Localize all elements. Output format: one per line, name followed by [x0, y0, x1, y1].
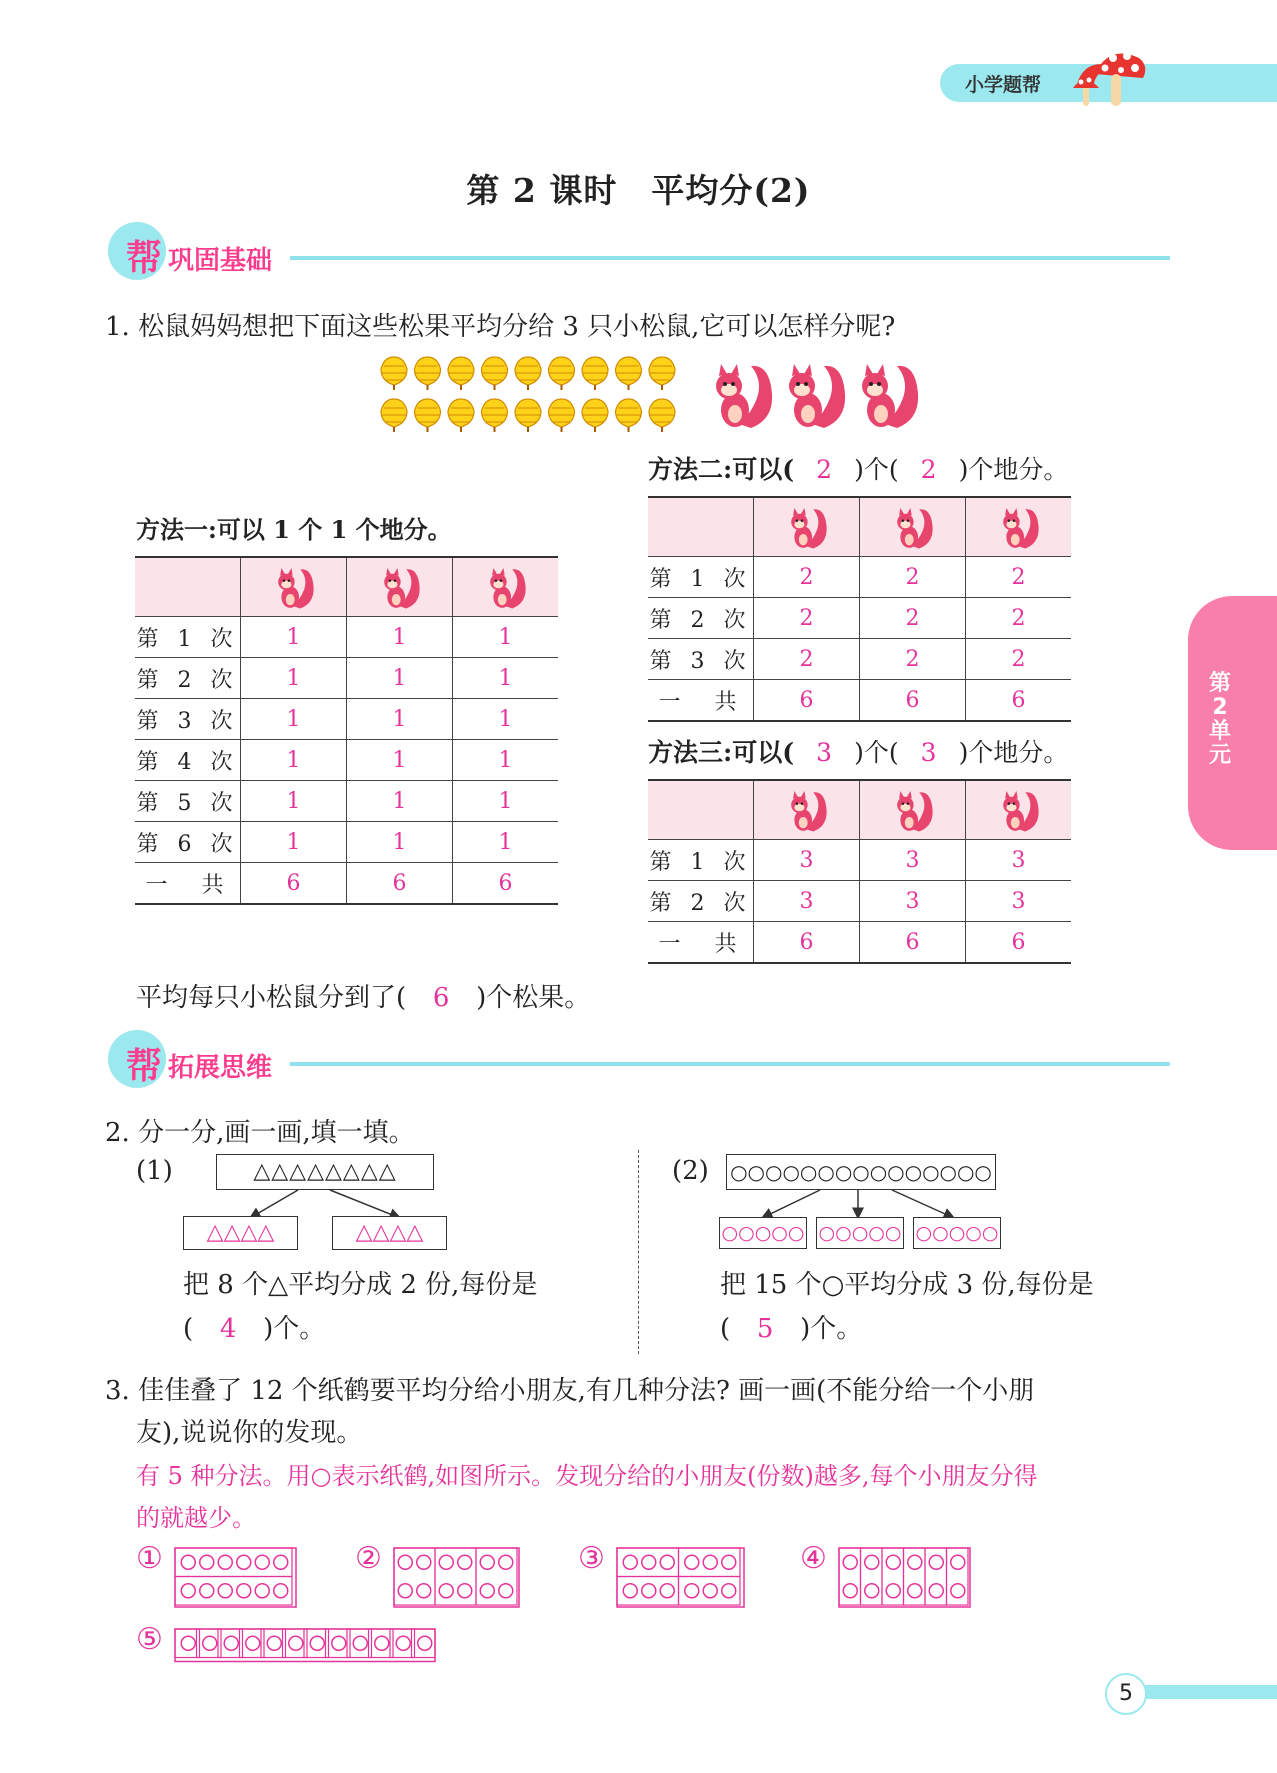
pinecone-icon [549, 399, 575, 432]
crane-circle [200, 1584, 214, 1598]
crane-circle [480, 1584, 494, 1598]
crane-circle [929, 1584, 943, 1598]
method-2-title: 方法二:可以( 2 )个( 2 )个地分。 [648, 455, 1069, 484]
crane-circle [480, 1555, 494, 1569]
crane-circle [703, 1555, 717, 1569]
row-label: 第 4 次 [135, 740, 241, 781]
crane-circle [218, 1555, 232, 1569]
crane-circle [375, 1636, 389, 1650]
q2-divider [638, 1150, 639, 1354]
table-cell: 1 [453, 822, 559, 863]
table-row [135, 740, 558, 781]
table-cell: 6 [860, 680, 966, 722]
crane-circle [274, 1555, 288, 1569]
header-squirrel-cell [966, 780, 1072, 840]
crane-circle [685, 1584, 699, 1598]
table-row [648, 598, 1071, 639]
group-box [617, 1577, 679, 1606]
crane-circle [499, 1555, 513, 1569]
pinecone-icon [616, 399, 642, 432]
squirrel-icon [889, 786, 937, 834]
crane-circle [398, 1584, 412, 1598]
header-squirrel-cell [754, 780, 860, 840]
q2-circle-group-1: ○○○○○ [719, 1217, 807, 1249]
section-divider [290, 256, 1170, 260]
group-box [925, 1548, 947, 1605]
table-cell: 1 [347, 822, 453, 863]
table-cell: 2 [966, 639, 1072, 680]
table-row [135, 781, 558, 822]
crane-circle [353, 1636, 367, 1650]
pinecone-group [378, 352, 688, 436]
squirrel-icon [376, 563, 424, 611]
table-cell: 1 [347, 617, 453, 658]
crane-circle [246, 1636, 260, 1650]
row-label: 第 1 次 [648, 557, 754, 598]
crane-circle [332, 1636, 346, 1650]
crane-circle [865, 1555, 879, 1569]
crane-circle [181, 1555, 195, 1569]
table-cell: 2 [860, 557, 966, 598]
table-cell: 6 [754, 922, 860, 964]
unit-tab-label: 第2单元 [1208, 671, 1231, 768]
crane-circle [660, 1555, 674, 1569]
table-cell: 3 [860, 881, 966, 922]
table-header-row [648, 780, 1071, 840]
page-number: 5 [1105, 1673, 1147, 1715]
question-2-text: 2. 分一分,画一画,填一填。 [105, 1118, 415, 1148]
brand-name: 小学题帮 [965, 74, 1042, 96]
section-title-extend: 拓展思维 [168, 1053, 273, 1083]
table-cell: 1 [241, 740, 347, 781]
pinecone-icon [515, 357, 541, 390]
squirrel-icon [783, 786, 831, 834]
row-label: 第 1 次 [135, 617, 241, 658]
page-bar [1130, 1685, 1277, 1699]
question-3-text-1: 3. 佳佳叠了 12 个纸鹤要平均分给小朋友,有几种分法? 画一画(不能分给一个小朋 [105, 1376, 1035, 1406]
table-cell: 1 [241, 658, 347, 699]
question-3-text-2: 友),说说你的发现。 [136, 1418, 363, 1448]
crane-circle [642, 1555, 656, 1569]
crane-circle [843, 1584, 857, 1598]
q2-part1-answer-line: ( 4 )个。 [183, 1314, 326, 1344]
q2-part2-answer-line: ( 5 )个。 [720, 1314, 863, 1344]
figure-number: ⑤ [136, 1622, 163, 1657]
q3-answer-2: 的就越少。 [136, 1504, 256, 1532]
header-blank-cell [648, 497, 754, 557]
pinecone-icon [649, 399, 675, 432]
crane-circle [218, 1584, 232, 1598]
table-row [648, 639, 1071, 680]
table-cell: 1 [241, 617, 347, 658]
crane-circle [722, 1555, 736, 1569]
question-1-text: 1. 松鼠妈妈想把下面这些松果平均分给 3 只小松鼠,它可以怎样分呢? [105, 312, 896, 342]
squirrel-icon [270, 563, 318, 611]
method-1-title: 方法一:可以 1 个 1 个地分。 [136, 515, 452, 544]
table-cell: 3 [966, 881, 1072, 922]
crane-circle [499, 1584, 513, 1598]
crane-circle [224, 1636, 238, 1650]
table-row [135, 822, 558, 863]
crane-circle [181, 1636, 195, 1650]
crane-circle [951, 1584, 965, 1598]
q2-circles-all: ○○○○○○○○○○○○○○○ [726, 1154, 996, 1190]
table-row [648, 680, 1071, 722]
group-box [882, 1548, 904, 1605]
row-label: 第 2 次 [135, 658, 241, 699]
table-header-row [648, 497, 1071, 557]
group-box [904, 1548, 926, 1605]
lesson-title: 第 2 课时 平均分(2) [466, 171, 811, 210]
crane-circle [396, 1636, 410, 1650]
crane-circle [417, 1584, 431, 1598]
paper-crane-grid [393, 1547, 520, 1608]
table-row [135, 658, 558, 699]
table-cell: 6 [860, 922, 966, 964]
q2-circle-group-3: ○○○○○ [913, 1217, 1001, 1249]
figure-number: ② [355, 1541, 382, 1576]
method-3-title: 方法三:可以( 3 )个( 3 )个地分。 [648, 738, 1069, 767]
pinecone-icon [582, 357, 608, 390]
header-squirrel-cell [860, 780, 966, 840]
squirrel-icon [995, 503, 1043, 551]
crane-circle [255, 1555, 269, 1569]
table-row [135, 617, 558, 658]
pinecone-icon [415, 399, 441, 432]
pinecone-icon [649, 357, 675, 390]
pinecone-icon [381, 357, 407, 390]
table-row [648, 922, 1071, 964]
pinecone-icon [515, 399, 541, 432]
table-cell: 1 [453, 617, 559, 658]
row-label: 第 5 次 [135, 781, 241, 822]
row-label: 第 6 次 [135, 822, 241, 863]
table-cell: 1 [241, 699, 347, 740]
table-cell: 1 [453, 781, 559, 822]
header-squirrel-cell [860, 497, 966, 557]
section-divider [290, 1062, 1170, 1066]
table-cell: 1 [347, 658, 453, 699]
crane-circle [703, 1584, 717, 1598]
group-box [617, 1548, 679, 1577]
paper-crane-grid [838, 1547, 971, 1608]
table-cell: 6 [966, 922, 1072, 964]
crane-circle [458, 1555, 472, 1569]
table-cell: 1 [453, 699, 559, 740]
table-cell: 2 [966, 557, 1072, 598]
squirrel-group [705, 358, 925, 434]
crane-circle [237, 1555, 251, 1569]
crane-circle [237, 1584, 251, 1598]
group-box [861, 1548, 883, 1605]
pinecone-icon [482, 399, 508, 432]
table-cell: 2 [754, 598, 860, 639]
table-cell: 2 [754, 639, 860, 680]
method-1-table [135, 556, 558, 905]
crane-circle [642, 1584, 656, 1598]
q2-part1-label: (1) [136, 1156, 173, 1186]
q2-triangles-right: △△△△ [332, 1216, 447, 1250]
row-label: 第 3 次 [648, 639, 754, 680]
header-blank-cell [648, 780, 754, 840]
table-cell: 1 [241, 822, 347, 863]
crane-circle [181, 1584, 195, 1598]
crane-circle [310, 1636, 324, 1650]
pinecone-row-1 [381, 357, 675, 432]
row-label: 第 3 次 [135, 699, 241, 740]
crane-circle [267, 1636, 281, 1650]
crane-circle [398, 1555, 412, 1569]
table-cell: 3 [966, 840, 1072, 881]
pinecone-icon [448, 357, 474, 390]
row-label: 一 共 [135, 863, 241, 905]
section-title-basic: 巩固基础 [168, 246, 273, 276]
q2-triangles-left: △△△△ [183, 1216, 298, 1250]
header-squirrel-cell [754, 497, 860, 557]
crane-circle [200, 1555, 214, 1569]
section-badge: 帮 [126, 238, 163, 279]
crane-circle [951, 1555, 965, 1569]
crane-circle [418, 1636, 432, 1650]
table-row [648, 881, 1071, 922]
header-squirrel-cell [241, 557, 347, 617]
table-cell: 3 [754, 881, 860, 922]
pinecone-icon [482, 357, 508, 390]
header-squirrel-cell [347, 557, 453, 617]
row-label: 一 共 [648, 680, 754, 722]
row-label: 第 2 次 [648, 598, 754, 639]
group-box [679, 1548, 741, 1577]
row-label: 第 2 次 [648, 881, 754, 922]
header-squirrel-cell [453, 557, 559, 617]
method-3-table [648, 779, 1071, 964]
pinecone-icon [582, 399, 608, 432]
squirrel-icon [889, 503, 937, 551]
paper-crane-grid [616, 1547, 745, 1608]
paper-crane-grid [174, 1628, 436, 1663]
squirrel-icon [995, 786, 1043, 834]
row-label: 一 共 [648, 922, 754, 964]
crane-circle [274, 1584, 288, 1598]
table-cell: 2 [860, 639, 966, 680]
table-cell: 1 [453, 740, 559, 781]
q2-triangles-all: △△△△△△△△ [216, 1154, 434, 1190]
mushroom-icon [1065, 44, 1155, 114]
crane-circle [908, 1555, 922, 1569]
q3-answer-1: 有 5 种分法。用○表示纸鹤,如图所示。发现分给的小朋友(份数)越多,每个小朋友分得 [136, 1462, 1038, 1490]
table-cell: 2 [966, 598, 1072, 639]
crane-circle [908, 1584, 922, 1598]
group-box [839, 1548, 861, 1605]
table-cell: 2 [860, 598, 966, 639]
q2-part1-line1: 把 8 个△平均分成 2 份,每份是 [183, 1270, 538, 1300]
crane-circle [439, 1584, 453, 1598]
method-2-table [648, 496, 1071, 722]
table-cell: 1 [241, 781, 347, 822]
table-header-row [135, 557, 558, 617]
q1-conclusion: 平均每只小松鼠分到了( 6 )个松果。 [136, 983, 591, 1013]
table-cell: 6 [754, 680, 860, 722]
table-cell: 6 [966, 680, 1072, 722]
pinecone-icon [549, 357, 575, 390]
table-row [648, 557, 1071, 598]
crane-circle [623, 1584, 637, 1598]
pinecone-icon [415, 357, 441, 390]
crane-circle [886, 1555, 900, 1569]
squirrel-icon [783, 503, 831, 551]
figure-number: ③ [578, 1541, 605, 1576]
table-cell: 3 [860, 840, 966, 881]
table-cell: 1 [347, 740, 453, 781]
crane-circle [929, 1555, 943, 1569]
group-box [679, 1577, 741, 1606]
table-cell: 6 [241, 863, 347, 905]
table-row [135, 699, 558, 740]
crane-circle [458, 1584, 472, 1598]
crane-circle [255, 1584, 269, 1598]
crane-circle [289, 1636, 303, 1650]
figure-number: ① [136, 1541, 163, 1576]
crane-circle [417, 1555, 431, 1569]
crane-circle [843, 1555, 857, 1569]
grid-border [839, 1548, 970, 1607]
crane-circle [886, 1584, 900, 1598]
paper-crane-grid [174, 1547, 297, 1608]
table-cell: 1 [347, 699, 453, 740]
crane-circle [623, 1555, 637, 1569]
section-badge: 帮 [126, 1046, 163, 1087]
table-row [648, 840, 1071, 881]
q2-circle-group-2: ○○○○○ [816, 1217, 904, 1249]
squirrel-icon [482, 563, 530, 611]
header-blank-cell [135, 557, 241, 617]
pinecone-icon [448, 399, 474, 432]
pinecone-icon [616, 357, 642, 390]
table-cell: 1 [453, 658, 559, 699]
crane-circle [722, 1584, 736, 1598]
crane-circle [865, 1584, 879, 1598]
row-label: 第 1 次 [648, 840, 754, 881]
table-cell: 3 [754, 840, 860, 881]
crane-circle [203, 1636, 217, 1650]
table-row [135, 863, 558, 905]
header-squirrel-cell [966, 497, 1072, 557]
table-cell: 6 [347, 863, 453, 905]
crane-circle [439, 1555, 453, 1569]
table-cell: 6 [453, 863, 559, 905]
figure-number: ④ [800, 1541, 827, 1576]
q2-part2-label: (2) [672, 1156, 709, 1186]
table-cell: 1 [347, 781, 453, 822]
q2-part2-line1: 把 15 个○平均分成 3 份,每份是 [720, 1270, 1094, 1300]
table-cell: 2 [754, 557, 860, 598]
pinecone-icon [381, 399, 407, 432]
crane-circle [685, 1555, 699, 1569]
group-box [947, 1548, 969, 1605]
crane-circle [660, 1584, 674, 1598]
